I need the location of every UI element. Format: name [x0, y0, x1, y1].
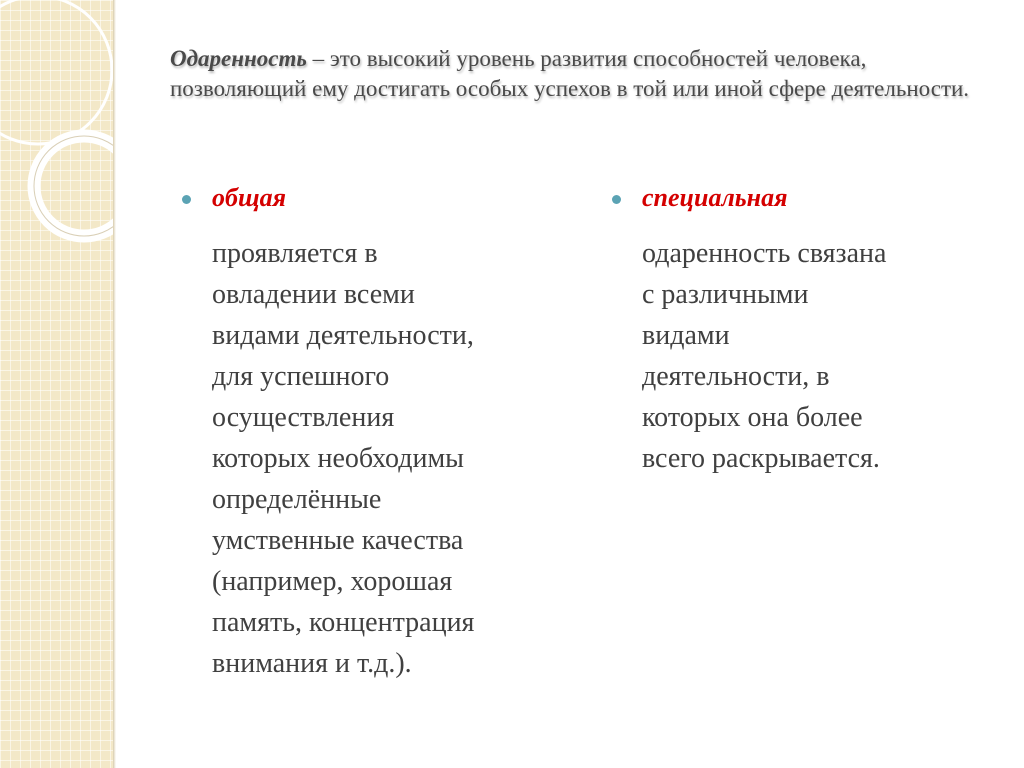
- column-text: одаренность связана с различными видами деятельности, в которых она более всего раскрывается.: [642, 238, 887, 474]
- bullet-icon: [182, 195, 191, 204]
- sidebar-edge: [113, 0, 116, 768]
- column-text: проявляется в овладении всеми видами деятельности, для успешного осуществления которых необходимы определённые умственные качества (например, хорошая память, концентрация внимания и т.д.).: [212, 238, 475, 679]
- column-special: [612, 183, 972, 479]
- decorative-sidebar: [0, 0, 113, 768]
- column-general: [182, 183, 562, 684]
- slide-title: [170, 44, 970, 104]
- title-term: Одаренность: [170, 46, 307, 71]
- decorative-rings: [0, 0, 113, 768]
- title-definition: – это высокий уровень развития способностей человека, позволяющий ему достигать особых успехов в той или иной сфере деятельности.: [170, 46, 970, 101]
- list-item: [612, 183, 972, 217]
- column-heading: специальная: [642, 183, 788, 212]
- list-item: [182, 183, 562, 217]
- column-heading: общая: [212, 183, 287, 212]
- bullet-icon: [612, 195, 621, 204]
